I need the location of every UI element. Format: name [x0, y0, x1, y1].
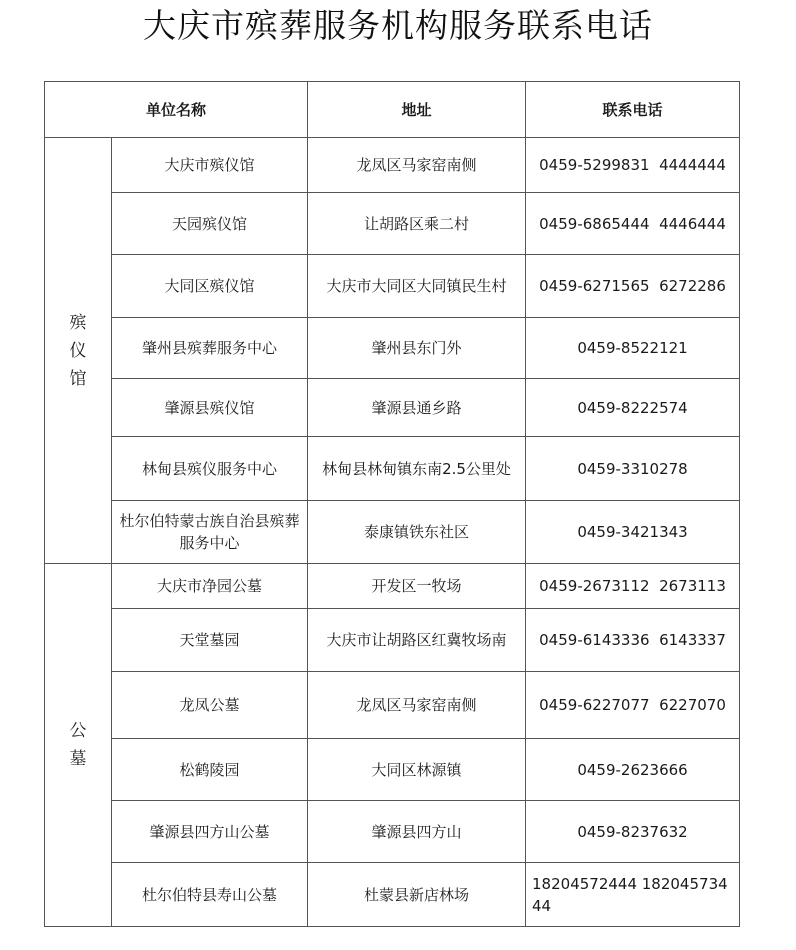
unit-phone: 0459-6143336 6143337 [526, 609, 740, 672]
unit-phone: 0459-2623666 [526, 739, 740, 801]
category-cemetery: 公 墓 [45, 564, 112, 927]
unit-phone: 0459-2673112 2673113 [526, 564, 740, 609]
unit-phone: 0459-8522121 [526, 318, 740, 379]
table-row [45, 138, 740, 193]
unit-phone: 0459-3421343 [526, 501, 740, 564]
unit-name: 天园殡仪馆 [112, 193, 308, 255]
unit-phone: 0459-6865444 4446444 [526, 193, 740, 255]
page-title: 大庆市殡葬服务机构服务联系电话 [143, 6, 653, 45]
unit-name: 大同区殡仪馆 [112, 255, 308, 318]
unit-name: 松鹤陵园 [112, 739, 308, 801]
table-row [45, 501, 740, 564]
unit-phone: 18204572444 18204573444 [526, 863, 740, 927]
unit-address: 林甸县林甸镇东南2.5公里处 [308, 437, 526, 501]
unit-address: 龙凤区马家窑南侧 [308, 138, 526, 193]
table-row [45, 672, 740, 739]
table-row [45, 193, 740, 255]
unit-address: 让胡路区乘二村 [308, 193, 526, 255]
unit-name: 大庆市净园公墓 [112, 564, 308, 609]
unit-name: 杜尔伯特县寿山公墓 [112, 863, 308, 927]
table-row [45, 318, 740, 379]
unit-name: 肇源县四方山公墓 [112, 801, 308, 863]
table-row [45, 379, 740, 437]
unit-address: 龙凤区马家窑南侧 [308, 672, 526, 739]
header-name: 单位名称 [45, 82, 308, 138]
header-address: 地址 [308, 82, 526, 138]
unit-name: 林甸县殡仪服务中心 [112, 437, 308, 501]
unit-name: 大庆市殡仪馆 [112, 138, 308, 193]
table-row [45, 564, 740, 609]
unit-phone: 0459-3310278 [526, 437, 740, 501]
unit-phone: 0459-8237632 [526, 801, 740, 863]
unit-address: 大庆市让胡路区红冀牧场南 [308, 609, 526, 672]
header-phone: 联系电话 [526, 82, 740, 138]
table-row [45, 801, 740, 863]
unit-address: 肇州县东门外 [308, 318, 526, 379]
unit-phone: 0459-8222574 [526, 379, 740, 437]
contact-table [44, 81, 740, 927]
table-row [45, 863, 740, 927]
unit-name: 天堂墓园 [112, 609, 308, 672]
unit-phone: 0459-6271565 6272286 [526, 255, 740, 318]
unit-phone: 0459-5299831 4444444 [526, 138, 740, 193]
category-funeral-home: 殡 仪 馆 [45, 138, 112, 564]
unit-name: 杜尔伯特蒙古族自治县殡葬服务中心 [112, 501, 308, 564]
table-row [45, 739, 740, 801]
unit-name: 龙凤公墓 [112, 672, 308, 739]
table-row [45, 255, 740, 318]
unit-phone: 0459-6227077 6227070 [526, 672, 740, 739]
table-row [45, 609, 740, 672]
unit-address: 开发区一牧场 [308, 564, 526, 609]
unit-address: 杜蒙县新店林场 [308, 863, 526, 927]
unit-address: 肇源县四方山 [308, 801, 526, 863]
unit-address: 肇源县通乡路 [308, 379, 526, 437]
unit-name: 肇源县殡仪馆 [112, 379, 308, 437]
header-row [45, 82, 740, 138]
unit-address: 大同区林源镇 [308, 739, 526, 801]
unit-address: 大庆市大同区大同镇民生村 [308, 255, 526, 318]
unit-address: 泰康镇铁东社区 [308, 501, 526, 564]
table-row [45, 437, 740, 501]
unit-name: 肇州县殡葬服务中心 [112, 318, 308, 379]
